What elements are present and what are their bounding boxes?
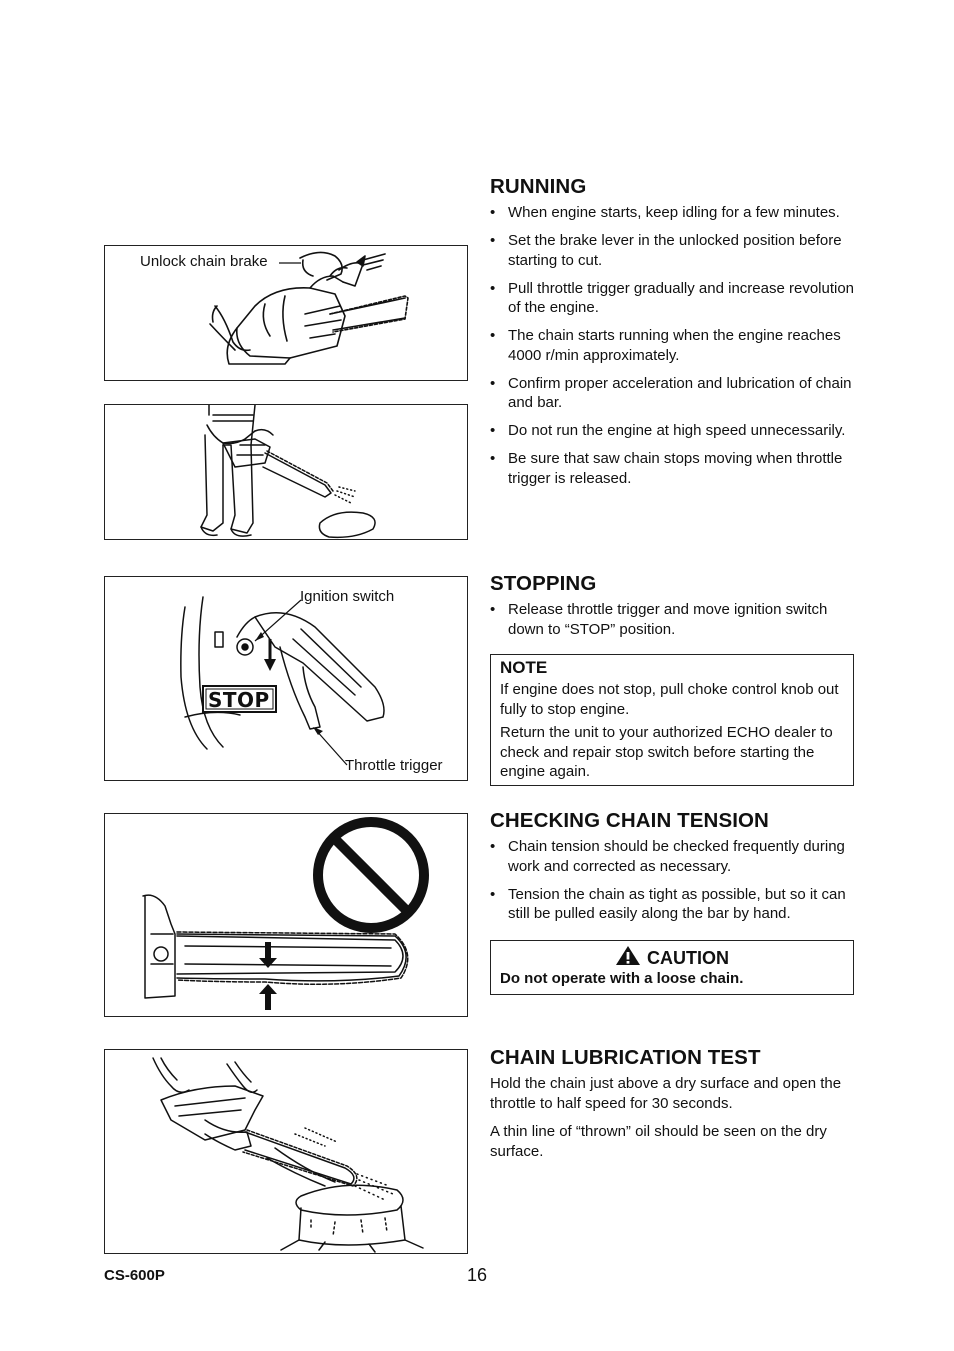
section-lubrication-test xyxy=(490,1046,860,1170)
list-item: • Confirm proper acceleration and lubrication of chain and bar. xyxy=(490,374,860,413)
list-item: • Chain tension should be checked frequently during work and corrected as necessary. xyxy=(490,837,860,876)
list-item: • Tension the chain as tight as possible, but so it can still be pulled easily along the bar by hand. xyxy=(490,885,860,924)
caution-box xyxy=(490,940,854,995)
warning-icon xyxy=(615,945,641,966)
list-item: • The chain starts running when the engine reaches 4000 r/min approximately. xyxy=(490,326,860,365)
lubrication-paragraph: Hold the chain just above a dry surface and open the throttle to half speed for 30 seconds. xyxy=(490,1075,842,1112)
lubrication-paragraph: A thin line of “thrown” oil should be seen on the dry surface. xyxy=(490,1123,827,1160)
note-paragraph: If engine does not stop, pull choke control knob out fully to stop engine. xyxy=(500,681,839,718)
tension-title: CHECKING CHAIN TENSION xyxy=(490,809,769,832)
label-leader-line xyxy=(105,246,467,380)
section-chain-tension xyxy=(490,809,860,932)
list-item: • Set the brake lever in the unlocked position before starting to cut. xyxy=(490,231,860,270)
loose-chain-illustration xyxy=(105,814,467,1016)
list-item: • Release throttle trigger and move ignition switch down to “STOP” position. xyxy=(490,600,860,639)
label-unlock-chain-brake: Unlock chain brake xyxy=(140,253,268,270)
page-number: 16 xyxy=(467,1265,488,1285)
label-throttle-trigger: Throttle trigger xyxy=(345,757,443,774)
figure-operator-running-saw xyxy=(104,404,468,540)
running-title: RUNNING xyxy=(490,175,587,198)
ignition-illustration xyxy=(105,577,467,780)
lubrication-illustration xyxy=(105,1050,467,1253)
section-stopping xyxy=(490,572,860,648)
running-list xyxy=(490,203,860,488)
stopping-title: STOPPING xyxy=(490,572,597,595)
figure-lubrication-test xyxy=(104,1049,468,1254)
caution-title: CAUTION xyxy=(647,948,729,968)
lubrication-title: CHAIN LUBRICATION TEST xyxy=(490,1046,761,1069)
list-item: • When engine starts, keep idling for a few minutes. xyxy=(490,203,860,223)
caution-header xyxy=(500,945,844,969)
list-item: • Be sure that saw chain stops moving when throttle trigger is released. xyxy=(490,449,860,488)
caution-text: Do not operate with a loose chain. xyxy=(500,970,744,987)
note-box xyxy=(490,654,854,786)
figure-unlock-chain-brake xyxy=(104,245,468,381)
note-title: NOTE xyxy=(500,658,548,677)
figure-ignition-switch xyxy=(104,576,468,781)
note-paragraph: Return the unit to your authorized ECHO dealer to check and repair stop switch before starting the engine again. xyxy=(500,724,833,780)
tension-list xyxy=(490,837,860,924)
label-stop: STOP xyxy=(208,688,270,712)
list-item: • Pull throttle trigger gradually and increase revolution of the engine. xyxy=(490,279,860,318)
list-item: • Do not run the engine at high speed unnecessarily. xyxy=(490,421,860,441)
figure-loose-chain-prohibited xyxy=(104,813,468,1017)
footer-model: CS-600P xyxy=(104,1267,165,1284)
stopping-list xyxy=(490,600,860,639)
operator-illustration xyxy=(105,405,467,539)
section-running xyxy=(490,175,860,497)
label-ignition-switch: Ignition switch xyxy=(300,588,395,605)
